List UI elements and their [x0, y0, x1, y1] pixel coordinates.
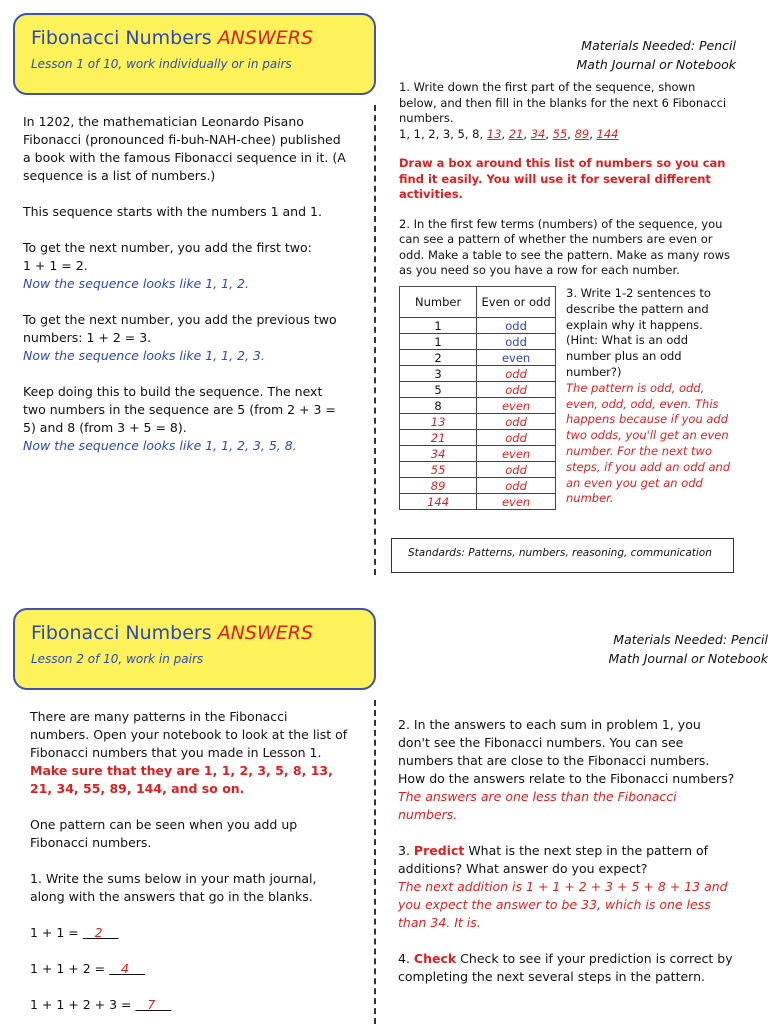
sum-row: 1 + 1 + 2 = 4: [30, 961, 129, 976]
lesson1-subtitle: Lesson 1 of 10, work individually or in pairs: [31, 57, 292, 71]
lesson1-looks3: Now the sequence looks like 1, 1, 2, 3, 5, 8.: [23, 438, 297, 453]
lesson2-left-column: [30, 708, 350, 1014]
parity-table-header: [400, 287, 556, 318]
lesson2-subtitle: Lesson 2 of 10, work in pairs: [31, 652, 204, 666]
lesson2-divider: [374, 700, 376, 1024]
header-number: Number: [400, 287, 477, 318]
lesson2-title: Fibonacci Numbers ANSWERS: [31, 622, 314, 644]
q1-blank-3: 34: [530, 126, 546, 141]
lesson1-q1-sequence: 1, 1, 2, 3, 5, 8, 13, 21, 34, 55, 89, 144: [399, 126, 619, 141]
lesson1-next-prev: To get the next number, you add the previous two numbers: 1 + 2 = 3.: [23, 312, 337, 345]
table-row: 1 odd: [400, 334, 556, 350]
lesson2-q2: 2. In the answers to each sum in problem 1, you don't see the Fibonacci numbers. You can see numbers that are close to the Fibonacci numbers. How do the answers relate to the Fibonacci numbers?: [398, 717, 735, 786]
lesson1-left-column: [23, 113, 348, 455]
table-row: 13 odd: [400, 414, 556, 430]
lesson1-banner: [13, 13, 376, 95]
lesson2-q4: 4. Check Check to see if your prediction is correct by completing the next several steps in the pattern.: [398, 951, 733, 984]
lesson1-q3: 3. Write 1-2 sentences to describe the pattern and explain why it happens. (Hint: What is an odd number plus an odd number?): [566, 286, 711, 379]
table-row: 144 even: [400, 494, 556, 510]
sum-row: 1 + 1 + 2 + 3 = 7: [30, 997, 156, 1012]
table-row: 34 even: [400, 446, 556, 462]
lesson2-right-column: [398, 716, 736, 986]
lesson1-right-column: [399, 80, 734, 279]
lesson2-pattern: One pattern can be seen when you add up Fibonacci numbers.: [30, 817, 298, 850]
lesson1-keep-doing: Keep doing this to build the sequence. The next two numbers in the sequence are 5 (from 2 + 3 = 5) and 8 (from 3 + 5 = 8).: [23, 384, 336, 435]
lesson1-intro: In 1202, the mathematician Leonardo Pisano Fibonacci (pronounced fi-buh-NAH-chee) published a book with the famous Fibonacci sequence in it. (A sequence is a list of numbers.): [23, 114, 346, 183]
parity-table: [399, 286, 556, 510]
table-row: 55 odd: [400, 462, 556, 478]
lesson1-divider: [374, 105, 376, 575]
table-row: 8 even: [400, 398, 556, 414]
lesson1-standards: Standards: Patterns, numbers, reasoning, communication: [391, 538, 734, 573]
q1-blank-4: 55: [552, 126, 568, 141]
sum-row: 1 + 1 = 2: [30, 925, 103, 940]
q1-blank-2: 21: [508, 126, 524, 141]
lesson1-title: Fibonacci Numbers ANSWERS: [31, 27, 314, 49]
lesson1-q3-answer: The pattern is odd, odd, even, odd, odd, even. This happens because if you add two odds, you'll get an even number. For the next two steps, if you add an odd and an even you get an odd number.: [566, 380, 731, 506]
table-row: 89 odd: [400, 478, 556, 494]
table-row: 2 even: [400, 350, 556, 366]
lesson2-q3-answer: The next addition is 1 + 1 + 2 + 3 + 5 + 8 + 13 and you expect the answer to be 33, which is one less than 34. It is.: [398, 879, 728, 930]
lesson2-q3: 3. Predict What is the next step in the pattern of additions? What answer do you expect?: [398, 843, 709, 876]
lesson2-banner: [13, 608, 376, 690]
table-row: 5 odd: [400, 382, 556, 398]
lesson1-box-instruction: Draw a box around this list of numbers so you can find it easily. You will use it for several different activities.: [399, 156, 726, 201]
lesson2-intro: There are many patterns in the Fibonacci numbers. Open your notebook to look at the list of Fibonacci numbers that you made in Lesson 1.: [30, 709, 348, 760]
lesson1-starts: This sequence starts with the numbers 1 and 1.: [23, 204, 322, 219]
table-row: 21 odd: [400, 430, 556, 446]
header-parity: Even or odd: [477, 287, 556, 318]
table-row: 3 odd: [400, 366, 556, 382]
lesson1-q2: 2. In the first few terms (numbers) of the sequence, you can see a pattern of whether the numbers are even or odd. Make a table to see the pattern. Make as many rows as you need so you have a row for each number.: [399, 216, 731, 277]
lesson1-eq1: 1 + 1 = 2.: [23, 258, 88, 273]
q1-blank-1: 13: [486, 126, 502, 141]
lesson1-materials: Materials Needed: Pencil Math Journal or Notebook: [576, 38, 736, 72]
lesson2-make-sure: Make sure that they are 1, 1, 2, 3, 5, 8, 13, 21, 34, 55, 89, 144, and so on.: [30, 763, 333, 796]
q1-blank-5: 89: [574, 126, 590, 141]
table-row: 1 odd: [400, 318, 556, 334]
lesson1-looks2: Now the sequence looks like 1, 1, 2, 3.: [23, 348, 265, 363]
sum-answer: 2: [94, 925, 103, 940]
sum-answer: 7: [147, 997, 156, 1012]
lesson2-materials: Materials Needed: Pencil Math Journal or Notebook: [608, 632, 768, 666]
lesson1-looks1: Now the sequence looks like 1, 1, 2.: [23, 276, 249, 291]
lesson2-q2-answer: The answers are one less than the Fibonacci numbers.: [398, 789, 677, 822]
q1-blank-6: 144: [596, 126, 619, 141]
sum-answer: 4: [121, 961, 129, 976]
lesson1-q3-block: [566, 286, 736, 507]
lesson1-next-first-two: To get the next number, you add the first two:: [23, 240, 312, 255]
lesson1-q1: 1. Write down the first part of the sequence, shown below, and then fill in the blanks for the next 6 Fibonacci numbers.: [399, 80, 727, 125]
lesson2-q1: 1. Write the sums below in your math journal, along with the answers that go in the blanks.: [30, 871, 317, 904]
